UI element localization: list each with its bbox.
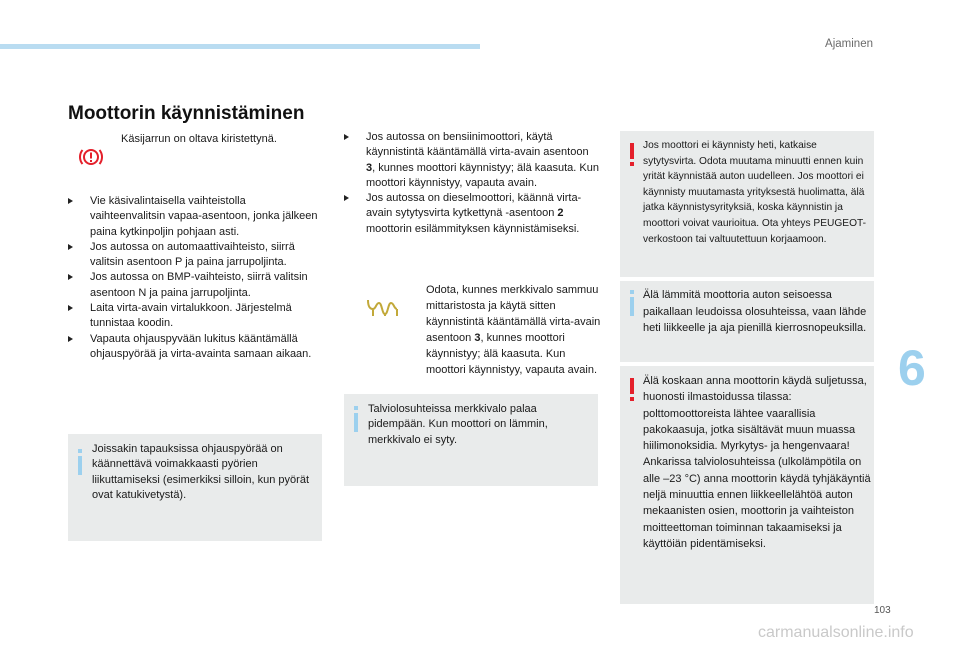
header-accent-bar [0, 44, 480, 49]
exclamation-circle-icon [78, 146, 104, 168]
bullet-arrow-icon [68, 274, 73, 280]
start-steps-list [68, 194, 323, 362]
list-item: Jos autossa on bensiinimoottori, käytä käynnistintä kääntämällä virta-avain asentoon 3, kunnes moottori käynnistyy; älä kaasuta. Kun moottori käynnistyy, vapauta avain. [344, 130, 599, 191]
exhaust-warning-box [620, 366, 874, 604]
chapter-number: 6 [898, 340, 926, 396]
info-icon [77, 449, 83, 475]
winter-info-text: Talviolosuhteissa merkkivalo palaa pidempään. Kun moottori on lämmin, merkkivalo ei syty. [368, 403, 548, 446]
glow-instruction-text: Odota, kunnes merkkivalo sammuu mittaristosta ja käytä sitten käynnistintä kääntämällä virta-avain asentoon 3, kunnes moottori käynnistyy; älä kaasuta. Kun moottori käynnistyy, vapauta avain. [426, 284, 601, 376]
page-title: Moottorin käynnistäminen [68, 103, 305, 124]
bullet-arrow-icon [68, 244, 73, 250]
exclamation-icon [629, 143, 635, 167]
list-item: Jos autossa on dieselmoottori, käännä virta-avain sytytysvirta kytkettynä -asentoon 2 moottorin esilämmityksen käynnistämiseksi. [344, 191, 599, 237]
list-item: Vie käsivalintaisella vaihteistolla vaihteenvalitsin vapaa-asentoon, jonka jälkeen paina kytkinpoljin pohjaan asti. [68, 194, 323, 240]
warmup-info-text: Älä lämmitä moottoria auton seisoessa paikallaan leudoissa olosuhteissa, vaan lähde heti liikkeelle ja aja pienillä kierrosnopeuksilla. [643, 289, 867, 334]
steering-info-text: Joissakin tapauksissa ohjauspyörää on käännettävä voimakkaasti pyörien liikuttamiseksi (esimerkiksi silloin, kun pyörät ovat katukivetystä). [92, 443, 310, 502]
exclamation-icon [629, 378, 635, 402]
no-start-warning-text: Jos moottori ei käynnisty heti, katkaise sytytysvirta. Odota muutama minuutti ennen kuin yrität käynnistää auton uudelleen. Jos moottori ei käynnisty muutamasta yrityksestä huolimatta, älä jatka käynnistysyrityksiä, koska käynnistin ja moottori voivat vaurioitua. Ota yhteys PEUGEOT-verkostoon tai valtuutettuun korjaamoon. [643, 140, 867, 245]
list-item: Vapauta ohjauspyvään lukitus kääntämällä ohjauspyörää ja virta-avainta samaan aikaan. [68, 332, 323, 363]
warmup-info-box [620, 281, 874, 362]
exhaust-warning-text: Älä koskaan anna moottorin käydä suljetussa, huonosti ilmastoidussa tilassa: polttomoottoreista lähtee vaarallisia pakokaasuja, jotka sisältävät muun muassa hiilimonoksidia. Myrkytys- ja hengenvaara! Ankarissa talviolosuhteissa (ulkolämpötila on alle –23 °C) anna moottorin käydä tyhjäkäyntiä neljä minuuttia ennen liikkeellelähtöä auton mekaanisten osien, moottorin ja vaihteiston moitteettoman toiminnan takaamiseksi ja käyttöiän pidentämiseksi. [643, 375, 871, 550]
list-item: Jos autossa on BMP-vaihteisto, siirrä valitsin asentoon N ja paina jarrupoljinta. [68, 270, 323, 301]
bullet-arrow-icon [68, 336, 73, 342]
steering-info-box [68, 434, 322, 541]
preheating-coil-icon [366, 297, 400, 317]
list-item: Jos autossa on automaattivaihteisto, siirrä valitsin asentoon P ja paina jarrupoljinta. [68, 240, 323, 271]
bullet-arrow-icon [344, 134, 349, 140]
section-label: Ajaminen [825, 38, 873, 50]
bullet-arrow-icon [68, 198, 73, 204]
list-item: Laita virta-avain virtalukkoon. Järjestelmä tunnistaa koodin. [68, 301, 323, 332]
bullet-arrow-icon [68, 305, 73, 311]
info-icon [629, 290, 635, 316]
bullet-arrow-icon [344, 195, 349, 201]
winter-info-box [344, 394, 598, 486]
page-number: 103 [874, 605, 891, 616]
handbrake-note: Käsijarrun on oltava kiristettynä. [121, 133, 277, 145]
engine-type-steps-list [344, 130, 599, 237]
watermark: carmanualsonline.info [758, 624, 914, 641]
no-start-warning-box [620, 131, 874, 277]
info-icon [353, 406, 359, 432]
